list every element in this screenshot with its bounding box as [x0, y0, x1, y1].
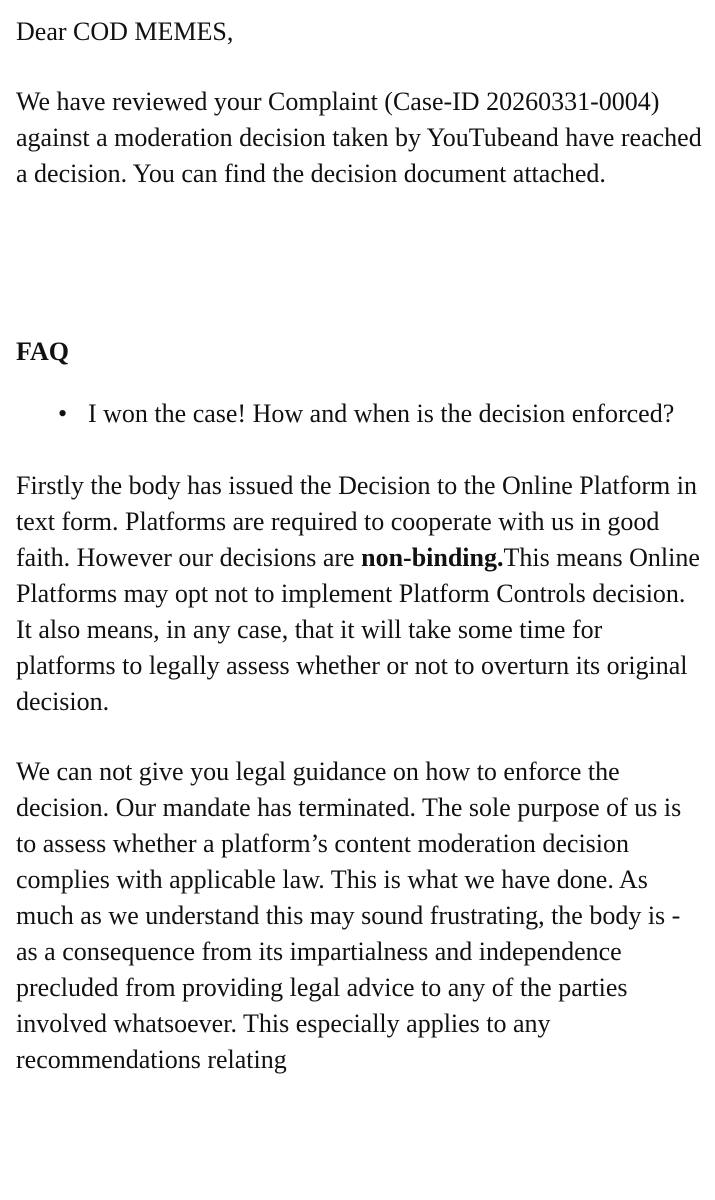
email-body [16, 14, 706, 1078]
faq-list [16, 396, 706, 432]
faq-answer-paragraph-1 [16, 468, 706, 720]
faq-answer-paragraph-2: We can not give you legal guidance on how to enforce the decision. Our mandate has terminated. The sole purpose of us is to assess whether a platform’s content moderation decision complies with applicable law. This is what we have done. As much as we understand this may sound frustrating, the body is - as a consequence from its impartialness and independence precluded from providing legal advice to any of the parties involved whatsoever. This especially applies to any recommendations relating [16, 757, 682, 1074]
answer-text-1: Firstly the body has issued the Decision to the Online Platform in text form. Platforms are required to cooperate with us in good faith. However our decisions are [16, 471, 697, 572]
greeting: Dear COD MEMES, [16, 17, 234, 46]
non-binding-emphasis: non-binding. [361, 543, 504, 572]
faq-heading: FAQ [16, 337, 69, 366]
answer-text-2: This means Online Platforms may opt not to implement Platform Controls decision. It also means, in any case, that it will take some time for platforms to legally assess whether or not to overturn its original decision. [16, 543, 700, 716]
intro-paragraph: We have reviewed your Complaint (Case-ID 20260331-0004) against a moderation decision taken by YouTubeand have reached a decision. You can find the decision document attached. [16, 87, 702, 188]
faq-question: • I won the case! How and when is the decision enforced? [88, 396, 706, 432]
